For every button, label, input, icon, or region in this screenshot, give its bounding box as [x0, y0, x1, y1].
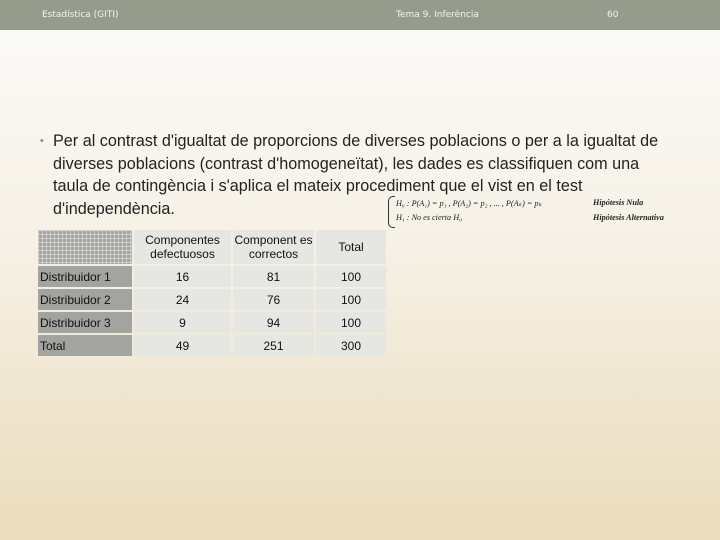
hypothesis-formula — [388, 196, 678, 232]
null-hypothesis-label: Hipótesis Nula — [593, 198, 644, 207]
cell: 94 — [233, 312, 314, 333]
cell: 49 — [134, 335, 231, 356]
page-number: 60 — [607, 10, 619, 20]
bullet-text: Per al contrast d'igualtat de proporcions de diverses poblacions o per a la igualtat de diverses poblacions (contrast d'homogeneïtat), les dades es classifiquen com una taula de contingència i s'aplica el mateix procediment que el vist en el test d'independència. — [53, 132, 659, 218]
course-title: Estadística (GITI) — [42, 10, 119, 20]
cell: 300 — [316, 335, 386, 356]
alt-hypothesis: H₁ : No es cierta H₀ — [396, 213, 462, 222]
row-label: Distribuidor 2 — [38, 289, 132, 310]
topic-title: Tema 9. Inferència — [396, 10, 479, 20]
cell: 76 — [233, 289, 314, 310]
col-header: Componentes defectuosos — [134, 230, 231, 264]
cell: 100 — [316, 312, 386, 333]
brace-icon — [388, 196, 395, 228]
table-header-row — [38, 230, 386, 264]
cell: 251 — [233, 335, 314, 356]
alt-hypothesis-label: Hipótesis Alternativa — [593, 213, 664, 222]
cell: 9 — [134, 312, 231, 333]
col-header: Component es correctos — [233, 230, 314, 264]
table-row — [38, 266, 386, 287]
col-header: Total — [316, 230, 386, 264]
table-row — [38, 312, 386, 333]
cell: 100 — [316, 266, 386, 287]
row-label: Total — [38, 335, 132, 356]
cell: 81 — [233, 266, 314, 287]
null-hypothesis: H₀ : P(A₁) = p₁ , P(A₂) = p₂ , ... , P(Aₖ) = pₖ — [396, 199, 543, 208]
table-row — [38, 289, 386, 310]
contingency-table — [36, 228, 388, 358]
row-label: Distribuidor 3 — [38, 312, 132, 333]
table-row — [38, 335, 386, 356]
cell: 100 — [316, 289, 386, 310]
bullet-icon: • — [40, 135, 44, 147]
row-label: Distribuidor 1 — [38, 266, 132, 287]
cell: 16 — [134, 266, 231, 287]
cell: 24 — [134, 289, 231, 310]
corner-cell — [38, 230, 132, 264]
slide-header — [0, 0, 720, 30]
